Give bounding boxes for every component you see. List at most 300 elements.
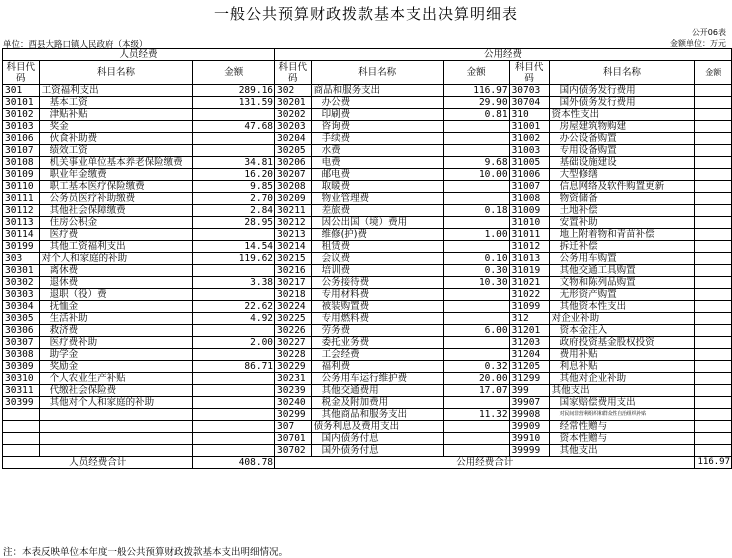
amount bbox=[695, 349, 732, 361]
account-name: 工资福利支出 bbox=[39, 85, 193, 97]
account-name: 经常性赠与 bbox=[549, 421, 695, 433]
account-name: 专用材料费 bbox=[311, 289, 443, 301]
account-name: 对企业补助 bbox=[549, 313, 695, 325]
amount: 4.92 bbox=[193, 313, 275, 325]
account-name: 资本性赠与 bbox=[549, 433, 695, 445]
account-code: 30110 bbox=[3, 181, 40, 193]
account-code: 31003 bbox=[509, 145, 549, 157]
account-name: 机关事业单位基本养老保险缴费 bbox=[39, 157, 193, 169]
account-name: 救济费 bbox=[39, 325, 193, 337]
form-number: 公开06表 bbox=[691, 28, 726, 37]
amount bbox=[193, 421, 275, 433]
account-code: 39910 bbox=[509, 433, 549, 445]
account-code: 31019 bbox=[509, 265, 549, 277]
account-code: 30231 bbox=[275, 373, 312, 385]
account-name: 政府投资基金股权投资 bbox=[549, 337, 695, 349]
account-name: 公务用车运行维护费 bbox=[311, 373, 443, 385]
account-name: 职业年金缴费 bbox=[39, 169, 193, 181]
account-name: 医疗费补助 bbox=[39, 337, 193, 349]
account-name: 国家赔偿费用支出 bbox=[549, 397, 695, 409]
amount: 16.20 bbox=[193, 169, 275, 181]
amount bbox=[193, 445, 275, 457]
account-name: 公务用车购置 bbox=[549, 253, 695, 265]
account-code: 31002 bbox=[509, 133, 549, 145]
account-name: 办公设备购置 bbox=[549, 133, 695, 145]
account-code: 31013 bbox=[509, 253, 549, 265]
table-row bbox=[3, 289, 732, 301]
amount bbox=[695, 313, 732, 325]
account-name: 印刷费 bbox=[311, 109, 443, 121]
account-code: 30224 bbox=[275, 301, 312, 313]
account-code: 30202 bbox=[275, 109, 312, 121]
table-row bbox=[3, 301, 732, 313]
amount: 2.00 bbox=[193, 337, 275, 349]
amount bbox=[443, 121, 509, 133]
account-name: 国外债务付息 bbox=[311, 445, 443, 457]
account-name: 其他商品和服务支出 bbox=[311, 409, 443, 421]
account-name: 其他对个人和家庭的补助 bbox=[39, 397, 193, 409]
amount bbox=[193, 433, 275, 445]
account-code: 30207 bbox=[275, 169, 312, 181]
account-name: 培训费 bbox=[311, 265, 443, 277]
account-name: 办公费 bbox=[311, 97, 443, 109]
account-name: 债务利息及费用支出 bbox=[311, 421, 443, 433]
amount: 47.68 bbox=[193, 121, 275, 133]
account-name: 对个人和家庭的补助 bbox=[39, 253, 193, 265]
account-code: 31201 bbox=[509, 325, 549, 337]
amount bbox=[695, 433, 732, 445]
account-name: 资本性支出 bbox=[549, 109, 695, 121]
table-row bbox=[3, 385, 732, 397]
amount bbox=[193, 145, 275, 157]
amount: 20.00 bbox=[443, 373, 509, 385]
amount bbox=[443, 181, 509, 193]
account-name: 物业管理费 bbox=[311, 193, 443, 205]
account-code: 30212 bbox=[275, 217, 312, 229]
account-name: 其他交通费用 bbox=[311, 385, 443, 397]
account-code: 30101 bbox=[3, 97, 40, 109]
account-code: 30208 bbox=[275, 181, 312, 193]
account-code: 30307 bbox=[3, 337, 40, 349]
account-code: 30227 bbox=[275, 337, 312, 349]
account-code: 30103 bbox=[3, 121, 40, 133]
account-code: 30217 bbox=[275, 277, 312, 289]
account-name: 房屋建筑物购建 bbox=[549, 121, 695, 133]
account-code: 31011 bbox=[509, 229, 549, 241]
account-name: 其他对企业补助 bbox=[549, 373, 695, 385]
account-name bbox=[39, 445, 193, 457]
table-row bbox=[3, 265, 732, 277]
account-code: 31012 bbox=[509, 241, 549, 253]
account-name: 专用设备购置 bbox=[549, 145, 695, 157]
account-name: 信息网络及软件购置更新 bbox=[549, 181, 695, 193]
code-header: 科目代码 bbox=[275, 61, 312, 85]
account-name: 国内债务发行费用 bbox=[549, 85, 695, 97]
account-name: 文物和陈列品购置 bbox=[549, 277, 695, 289]
account-code: 30306 bbox=[3, 325, 40, 337]
account-name: 国内债务付息 bbox=[311, 433, 443, 445]
account-name: 其他交通工具购置 bbox=[549, 265, 695, 277]
amount: 10.30 bbox=[443, 277, 509, 289]
account-code: 30702 bbox=[275, 445, 312, 457]
public-total-label: 公用经费合计 bbox=[275, 457, 695, 469]
account-code: 30214 bbox=[275, 241, 312, 253]
account-code: 39907 bbox=[509, 397, 549, 409]
account-name: 差旅费 bbox=[311, 205, 443, 217]
account-name: 其他支出 bbox=[549, 385, 695, 397]
amount bbox=[443, 193, 509, 205]
account-name: 无形资产购置 bbox=[549, 289, 695, 301]
amount bbox=[695, 253, 732, 265]
table-row bbox=[3, 157, 732, 169]
account-code: 30225 bbox=[275, 313, 312, 325]
amount: 1.00 bbox=[443, 229, 509, 241]
amount: 0.30 bbox=[443, 265, 509, 277]
account-code: 30229 bbox=[275, 361, 312, 373]
currency-label: 金额单位：万元 bbox=[670, 39, 726, 48]
account-code: 30311 bbox=[3, 385, 40, 397]
account-code: 31205 bbox=[509, 361, 549, 373]
amount bbox=[695, 181, 732, 193]
amount bbox=[695, 385, 732, 397]
footnote: 注：本表反映单位本年度一般公共预算财政拨款基本支出明细情况。 bbox=[3, 547, 289, 558]
account-name: 其他社会保障缴费 bbox=[39, 205, 193, 217]
amount bbox=[695, 445, 732, 457]
account-code: 30213 bbox=[275, 229, 312, 241]
account-name: 公务员医疗补助缴费 bbox=[39, 193, 193, 205]
table-row bbox=[3, 277, 732, 289]
account-name: 安置补助 bbox=[549, 217, 695, 229]
table-row bbox=[3, 337, 732, 349]
account-code: 30199 bbox=[3, 241, 40, 253]
account-code: 31001 bbox=[509, 121, 549, 133]
personnel-total-value: 408.78 bbox=[193, 457, 275, 469]
account-name: 电费 bbox=[311, 157, 443, 169]
account-name: 奖金 bbox=[39, 121, 193, 133]
account-name: 离休费 bbox=[39, 265, 193, 277]
table-body bbox=[3, 85, 732, 457]
account-code: 30211 bbox=[275, 205, 312, 217]
account-name: 会议费 bbox=[311, 253, 443, 265]
table-row bbox=[3, 397, 732, 409]
public-header: 公用经费 bbox=[275, 49, 732, 61]
account-code: 30113 bbox=[3, 217, 40, 229]
amount bbox=[695, 145, 732, 157]
amount bbox=[443, 397, 509, 409]
amount bbox=[695, 373, 732, 385]
amount: 9.85 bbox=[193, 181, 275, 193]
amount: 29.90 bbox=[443, 97, 509, 109]
amount bbox=[193, 229, 275, 241]
account-name bbox=[39, 421, 193, 433]
account-name: 因公出国（境）费用 bbox=[311, 217, 443, 229]
amount bbox=[193, 289, 275, 301]
amount: 22.62 bbox=[193, 301, 275, 313]
amount bbox=[193, 265, 275, 277]
amount: 116.97 bbox=[443, 85, 509, 97]
amount: 86.71 bbox=[193, 361, 275, 373]
amount: 6.00 bbox=[443, 325, 509, 337]
amount bbox=[695, 265, 732, 277]
account-code: 312 bbox=[509, 313, 549, 325]
amount bbox=[695, 409, 732, 421]
account-code: 30206 bbox=[275, 157, 312, 169]
amount bbox=[193, 397, 275, 409]
amount bbox=[695, 337, 732, 349]
table-row bbox=[3, 193, 732, 205]
amount bbox=[193, 409, 275, 421]
account-code: 30201 bbox=[275, 97, 312, 109]
public-total-value: 116.97 bbox=[695, 457, 732, 469]
table-row bbox=[3, 121, 732, 133]
amount bbox=[443, 349, 509, 361]
account-code: 30218 bbox=[275, 289, 312, 301]
amount bbox=[695, 205, 732, 217]
account-code: 30240 bbox=[275, 397, 312, 409]
account-code: 30304 bbox=[3, 301, 40, 313]
account-name: 基本工资 bbox=[39, 97, 193, 109]
amount bbox=[443, 337, 509, 349]
account-name: 维修(护)费 bbox=[311, 229, 443, 241]
amount bbox=[443, 421, 509, 433]
amount bbox=[695, 361, 732, 373]
code-header: 科目代码 bbox=[509, 61, 549, 85]
account-name: 退休费 bbox=[39, 277, 193, 289]
personnel-total-label: 人员经费合计 bbox=[3, 457, 193, 469]
account-code: 31099 bbox=[509, 301, 549, 313]
account-name: 手续费 bbox=[311, 133, 443, 145]
account-name: 拆迁补偿 bbox=[549, 241, 695, 253]
account-code: 30109 bbox=[3, 169, 40, 181]
account-code: 30205 bbox=[275, 145, 312, 157]
table-row bbox=[3, 253, 732, 265]
account-code: 31005 bbox=[509, 157, 549, 169]
account-code: 30226 bbox=[275, 325, 312, 337]
amount: 2.70 bbox=[193, 193, 275, 205]
account-code: 30309 bbox=[3, 361, 40, 373]
account-name: 伙食补助费 bbox=[39, 133, 193, 145]
account-code: 30209 bbox=[275, 193, 312, 205]
table-row bbox=[3, 373, 732, 385]
account-code: 30310 bbox=[3, 373, 40, 385]
account-code: 31203 bbox=[509, 337, 549, 349]
amount bbox=[695, 241, 732, 253]
account-name: 被装购置费 bbox=[311, 301, 443, 313]
name-header: 科目名称 bbox=[311, 61, 443, 85]
account-name: 公务接待费 bbox=[311, 277, 443, 289]
account-code: 31010 bbox=[509, 217, 549, 229]
table-row bbox=[3, 229, 732, 241]
account-code bbox=[3, 421, 40, 433]
amount bbox=[443, 301, 509, 313]
amount bbox=[695, 85, 732, 97]
account-code: 30308 bbox=[3, 349, 40, 361]
amount-header: 金额 bbox=[695, 61, 732, 85]
table-row bbox=[3, 313, 732, 325]
account-name: 工会经费 bbox=[311, 349, 443, 361]
account-name: 地上附着物和青苗补偿 bbox=[549, 229, 695, 241]
account-code: 30399 bbox=[3, 397, 40, 409]
unit-label: 单位：酉县大路口镇人民政府（本级） bbox=[3, 40, 148, 50]
amount: 0.81 bbox=[443, 109, 509, 121]
account-name: 费用补贴 bbox=[549, 349, 695, 361]
amount bbox=[695, 109, 732, 121]
account-code bbox=[3, 433, 40, 445]
account-name: 商品和服务支出 bbox=[311, 85, 443, 97]
account-code: 30204 bbox=[275, 133, 312, 145]
account-code: 30228 bbox=[275, 349, 312, 361]
account-code: 30302 bbox=[3, 277, 40, 289]
amount bbox=[443, 145, 509, 157]
amount bbox=[695, 121, 732, 133]
account-code: 301 bbox=[3, 85, 40, 97]
table-row bbox=[3, 133, 732, 145]
account-name: 水费 bbox=[311, 145, 443, 157]
amount bbox=[193, 325, 275, 337]
amount-header: 金额 bbox=[193, 61, 275, 85]
account-code: 30107 bbox=[3, 145, 40, 157]
account-code: 31204 bbox=[509, 349, 549, 361]
amount: 14.54 bbox=[193, 241, 275, 253]
account-code: 30215 bbox=[275, 253, 312, 265]
amount bbox=[695, 157, 732, 169]
amount bbox=[695, 289, 732, 301]
account-name: 专用燃料费 bbox=[311, 313, 443, 325]
table-row bbox=[3, 181, 732, 193]
account-code: 31022 bbox=[509, 289, 549, 301]
amount: 17.07 bbox=[443, 385, 509, 397]
account-code: 399 bbox=[509, 385, 549, 397]
amount: 2.84 bbox=[193, 205, 275, 217]
account-name: 物资储备 bbox=[549, 193, 695, 205]
account-name: 咨询费 bbox=[311, 121, 443, 133]
table-row bbox=[3, 409, 732, 421]
account-name: 基础设施建设 bbox=[549, 157, 695, 169]
amount bbox=[193, 133, 275, 145]
account-code: 30106 bbox=[3, 133, 40, 145]
account-name: 其他支出 bbox=[549, 445, 695, 457]
account-name bbox=[39, 433, 193, 445]
table-row bbox=[3, 85, 732, 97]
account-code: 39909 bbox=[509, 421, 549, 433]
amount bbox=[695, 325, 732, 337]
amount-header: 金额 bbox=[443, 61, 509, 85]
account-code: 31021 bbox=[509, 277, 549, 289]
account-code: 31007 bbox=[509, 181, 549, 193]
account-name: 福利费 bbox=[311, 361, 443, 373]
table-row bbox=[3, 325, 732, 337]
account-name: 利息补贴 bbox=[549, 361, 695, 373]
account-name: 土地补偿 bbox=[549, 205, 695, 217]
amount: 0.10 bbox=[443, 253, 509, 265]
amount: 9.68 bbox=[443, 157, 509, 169]
account-name: 抚恤金 bbox=[39, 301, 193, 313]
name-header: 科目名称 bbox=[39, 61, 193, 85]
amount bbox=[695, 397, 732, 409]
account-code: 30112 bbox=[3, 205, 40, 217]
account-code: 30111 bbox=[3, 193, 40, 205]
amount: 11.32 bbox=[443, 409, 509, 421]
amount: 289.16 bbox=[193, 85, 275, 97]
amount bbox=[695, 421, 732, 433]
table-row bbox=[3, 349, 732, 361]
table-row bbox=[3, 145, 732, 157]
account-name: 委托业务费 bbox=[311, 337, 443, 349]
amount: 34.81 bbox=[193, 157, 275, 169]
table-row bbox=[3, 169, 732, 181]
table-row bbox=[3, 241, 732, 253]
amount bbox=[695, 301, 732, 313]
account-code: 39999 bbox=[509, 445, 549, 457]
amount: 10.00 bbox=[443, 169, 509, 181]
account-code: 30108 bbox=[3, 157, 40, 169]
account-name: 退职（役）费 bbox=[39, 289, 193, 301]
amount bbox=[695, 277, 732, 289]
amount bbox=[695, 193, 732, 205]
account-code bbox=[3, 409, 40, 421]
amount bbox=[443, 241, 509, 253]
table-row bbox=[3, 433, 732, 445]
account-code: 310 bbox=[509, 109, 549, 121]
amount: 3.38 bbox=[193, 277, 275, 289]
amount bbox=[695, 169, 732, 181]
account-name: 助学金 bbox=[39, 349, 193, 361]
account-code: 30701 bbox=[275, 433, 312, 445]
account-code: 30203 bbox=[275, 121, 312, 133]
account-code: 30305 bbox=[3, 313, 40, 325]
amount bbox=[443, 217, 509, 229]
amount bbox=[443, 133, 509, 145]
account-name: 取暖费 bbox=[311, 181, 443, 193]
amount bbox=[695, 217, 732, 229]
account-name: 资本金注入 bbox=[549, 325, 695, 337]
account-code bbox=[3, 445, 40, 457]
amount bbox=[443, 433, 509, 445]
personnel-header: 人员经费 bbox=[3, 49, 275, 61]
amount bbox=[193, 373, 275, 385]
amount bbox=[193, 349, 275, 361]
table-row bbox=[3, 205, 732, 217]
amount: 0.32 bbox=[443, 361, 509, 373]
account-name: 医疗费 bbox=[39, 229, 193, 241]
amount bbox=[695, 97, 732, 109]
account-name: 邮电费 bbox=[311, 169, 443, 181]
account-code: 30303 bbox=[3, 289, 40, 301]
expenditure-table bbox=[2, 48, 732, 469]
account-code: 302 bbox=[275, 85, 312, 97]
account-code: 30704 bbox=[509, 97, 549, 109]
amount: 28.95 bbox=[193, 217, 275, 229]
account-name: 其他工资福利支出 bbox=[39, 241, 193, 253]
amount bbox=[695, 229, 732, 241]
account-name: 职工基本医疗保险缴费 bbox=[39, 181, 193, 193]
account-name: 大型修缮 bbox=[549, 169, 695, 181]
table-row bbox=[3, 109, 732, 121]
account-code: 30299 bbox=[275, 409, 312, 421]
account-code: 30301 bbox=[3, 265, 40, 277]
amount bbox=[193, 385, 275, 397]
amount bbox=[443, 289, 509, 301]
account-code: 39908 bbox=[509, 409, 549, 421]
table-row bbox=[3, 361, 732, 373]
account-code: 31006 bbox=[509, 169, 549, 181]
table-row bbox=[3, 445, 732, 457]
table-row bbox=[3, 97, 732, 109]
account-name: 劳务费 bbox=[311, 325, 443, 337]
amount bbox=[443, 313, 509, 325]
account-name: 个人农业生产补贴 bbox=[39, 373, 193, 385]
account-name: 绩效工资 bbox=[39, 145, 193, 157]
